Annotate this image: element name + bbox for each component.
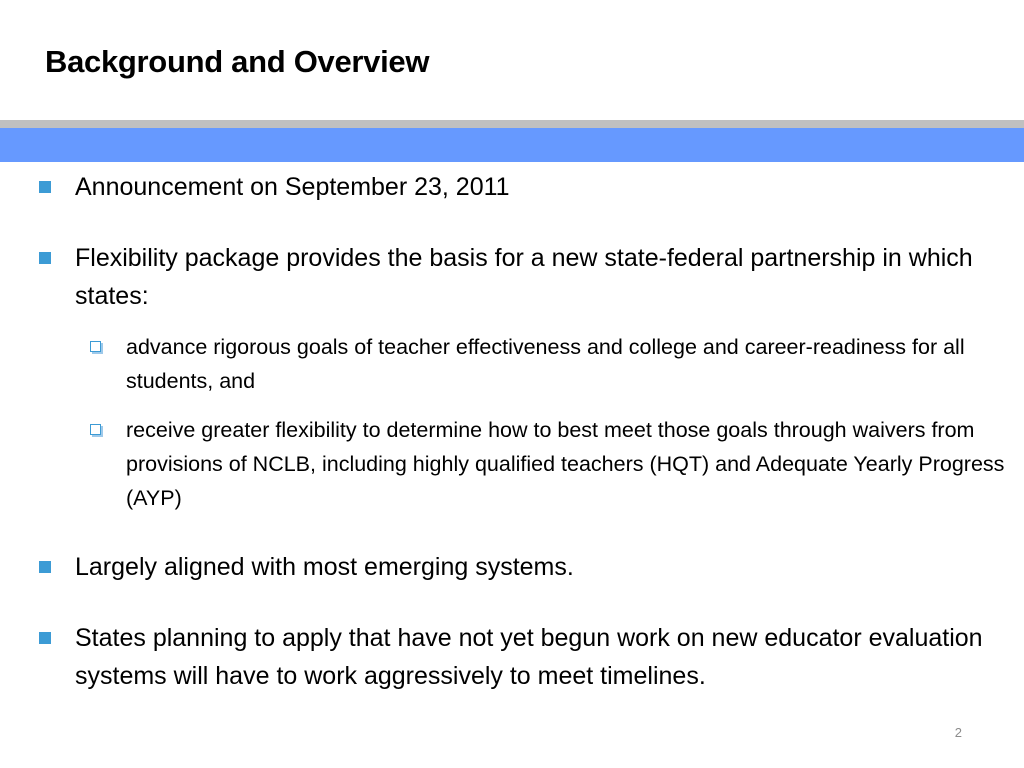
slide-title: Background and Overview [45, 44, 430, 79]
hollow-square-bullet-icon [90, 341, 101, 352]
square-bullet-icon [39, 252, 51, 264]
sub-bullet-text: receive greater flexibility to determine how to best meet those goals through waivers from provisions of NCLB, including highly qualified teachers (HQT) and Adequate Yearly Progress (AYP) [126, 418, 1005, 510]
bullet-text: States planning to apply that have not yet begun work on new educator evaluation systems will have to work aggressively to meet timelines. [75, 624, 983, 690]
bullet-item [75, 548, 1005, 586]
square-bullet-icon [39, 561, 51, 573]
bullet-text: Flexibility package provides the basis for a new state-federal partnership in which states: [75, 244, 973, 310]
header-band-blue [0, 128, 1024, 162]
bullet-text: Announcement on September 23, 2011 [75, 173, 510, 201]
header-divider-gray [0, 120, 1024, 128]
square-bullet-icon [39, 632, 51, 644]
bullet-item [75, 619, 1005, 695]
bullet-item [75, 239, 1005, 315]
bullet-text: Largely aligned with most emerging systems. [75, 553, 574, 581]
bullet-item [75, 168, 1005, 206]
hollow-square-bullet-icon [90, 424, 101, 435]
sub-bullet-text: advance rigorous goals of teacher effectiveness and college and career-readiness for all students, and [126, 335, 965, 393]
square-bullet-icon [39, 181, 51, 193]
sub-bullet-item [126, 413, 1006, 515]
sub-bullet-item [126, 330, 1006, 398]
page-number: 2 [954, 725, 962, 740]
